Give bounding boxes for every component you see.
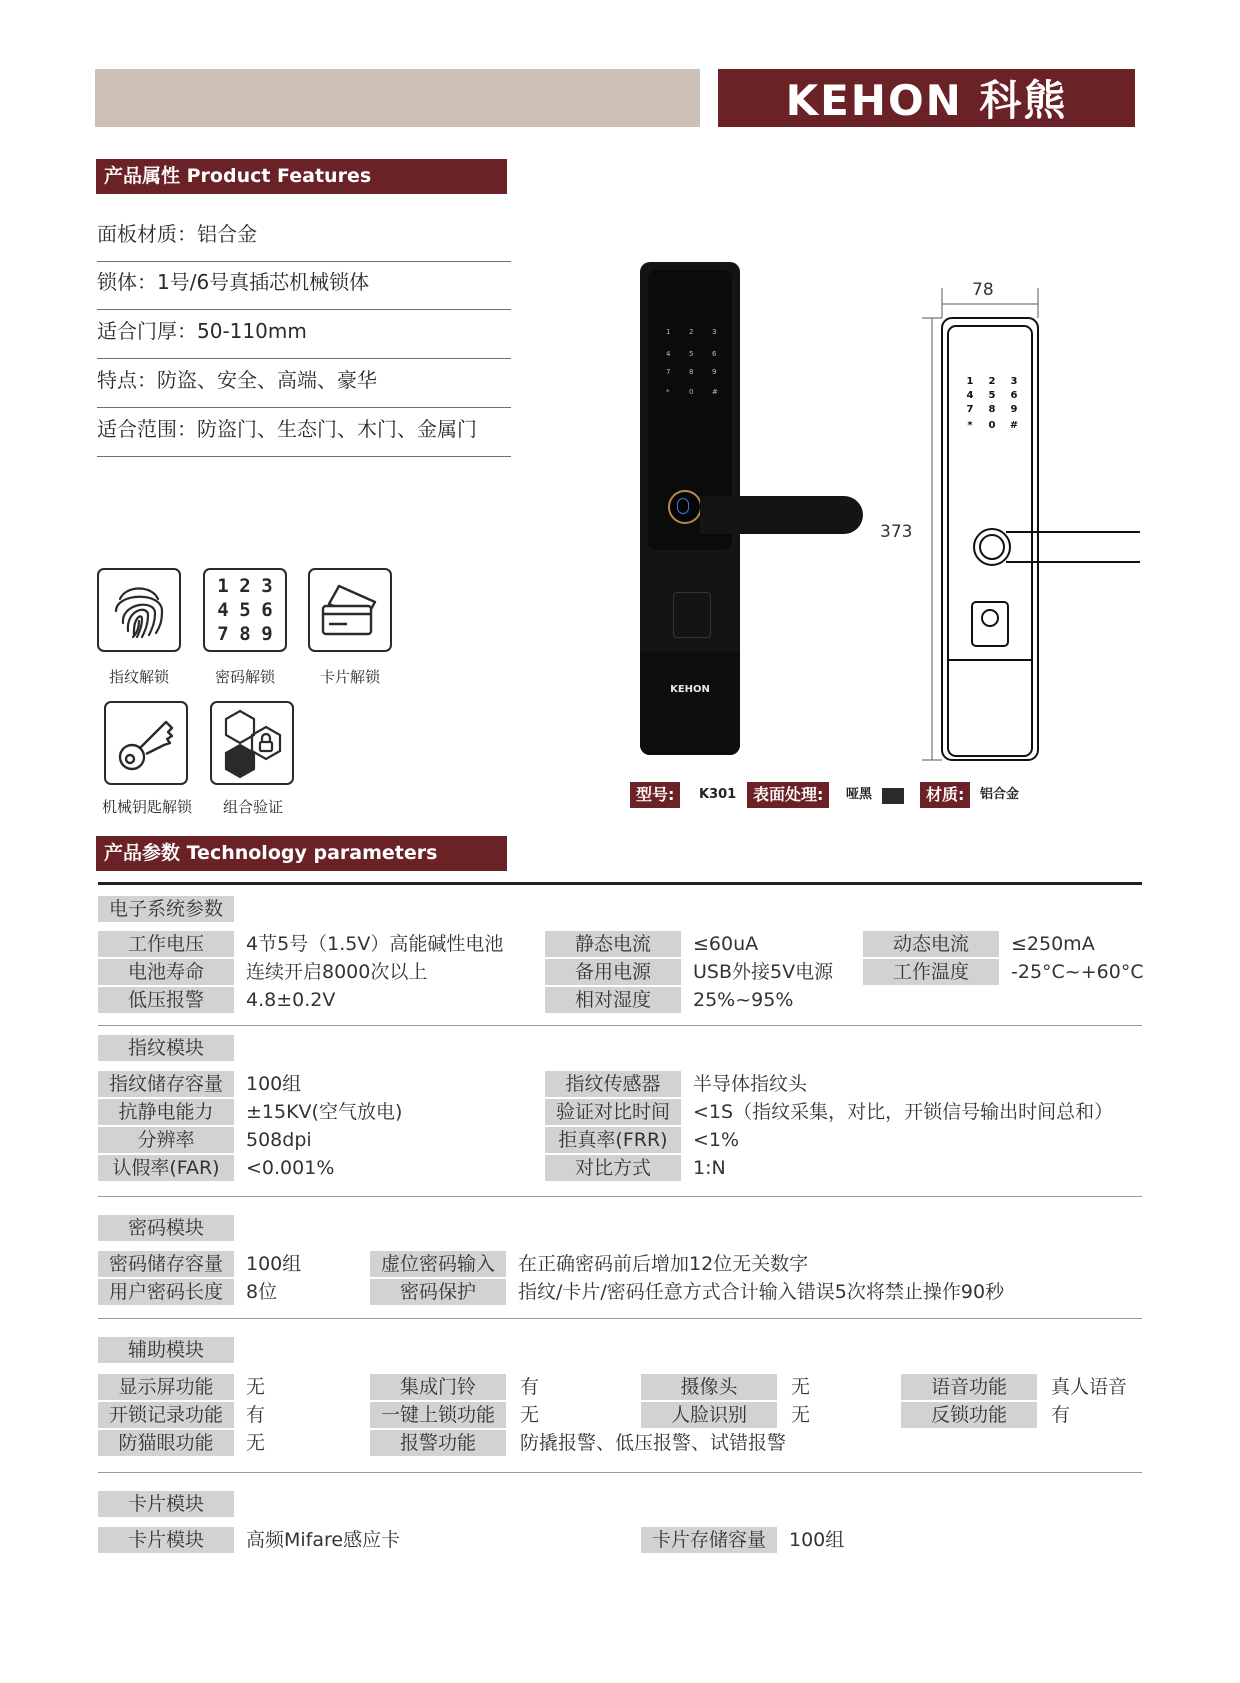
group-card: 卡片模块 <box>98 1491 234 1517</box>
svg-text:#: # <box>1009 420 1019 431</box>
param-label: 认假率(FAR) <box>98 1155 234 1181</box>
key-label: 机械钥匙解锁 <box>101 798 192 816</box>
feature-item: 适合范围：防盗门、生态门、木门、金属门 <box>97 409 511 457</box>
brand-banner <box>718 69 1135 127</box>
param-value: 4.8±0.2V <box>246 989 336 1011</box>
lock-keypad-key: # <box>712 388 718 396</box>
param-label: 分辨率 <box>98 1127 234 1153</box>
group-fingerprint: 指纹模块 <box>98 1035 234 1061</box>
param-label: 对比方式 <box>545 1155 681 1181</box>
divider <box>98 882 1142 885</box>
param-label: 一键上锁功能 <box>370 1402 506 1428</box>
combo-label: 组合验证 <box>222 798 283 816</box>
param-label: 静态电流 <box>545 931 681 957</box>
param-value: ±15KV(空气放电) <box>246 1101 403 1123</box>
keypad-digit: 3 <box>261 575 273 597</box>
param-label: 低压报警 <box>98 987 234 1013</box>
group-password: 密码模块 <box>98 1215 234 1241</box>
svg-text:9: 9 <box>1010 404 1018 415</box>
param-value: 25%~95% <box>693 989 794 1011</box>
card-label: 卡片解锁 <box>319 668 380 686</box>
material-tag: 材质: <box>920 782 970 808</box>
param-value: 连续开启8000次以上 <box>246 961 428 983</box>
dimension-width: 78 <box>972 280 994 300</box>
param-label: 相对湿度 <box>545 987 681 1013</box>
svg-text:7: 7 <box>966 404 974 415</box>
dimension-height: 373 <box>880 522 913 542</box>
material-value: 铝合金 <box>980 787 1020 802</box>
param-label: 工作电压 <box>98 931 234 957</box>
feature-item: 特点：防盗、安全、高端、豪华 <box>97 360 511 408</box>
divider <box>98 1472 1142 1473</box>
key-icon <box>104 701 188 785</box>
param-value: 防撬报警、低压报警、试错报警 <box>520 1432 787 1454</box>
param-label: 拒真率(FRR) <box>545 1127 681 1153</box>
param-label: 反锁功能 <box>901 1402 1037 1428</box>
param-label: 指纹储存容量 <box>98 1071 234 1097</box>
keypad-digit: 9 <box>261 623 273 645</box>
lock-logo: KEHON <box>670 684 710 695</box>
keypad-digit: 6 <box>261 599 273 621</box>
param-label: 密码储存容量 <box>98 1251 234 1277</box>
param-label: 密码保护 <box>370 1279 506 1305</box>
param-label: 验证对比时间 <box>545 1099 681 1125</box>
lock-keypad-key: 1 <box>666 328 671 336</box>
param-value: 100组 <box>246 1073 302 1095</box>
param-value: 有 <box>246 1404 266 1426</box>
param-value: 无 <box>520 1404 540 1426</box>
keypad-digit: 8 <box>239 623 251 645</box>
param-label: 开锁记录功能 <box>98 1402 234 1428</box>
params-title: 产品参数 Technology parameters <box>96 836 507 871</box>
param-value: 半导体指纹头 <box>693 1073 808 1095</box>
lock-keypad-key: 8 <box>689 368 694 376</box>
param-value: 无 <box>246 1432 266 1454</box>
finish-value: 哑黑 <box>846 787 873 802</box>
model-value: K301 <box>699 787 737 802</box>
divider <box>98 1318 1142 1319</box>
param-label: 集成门铃 <box>370 1374 506 1400</box>
param-label: 卡片模块 <box>98 1527 234 1553</box>
divider <box>98 1025 1142 1026</box>
param-label: 备用电源 <box>545 959 681 985</box>
group-auxiliary: 辅助模块 <box>98 1337 234 1363</box>
svg-text:0: 0 <box>988 420 996 431</box>
param-label: 人脸识别 <box>641 1402 777 1428</box>
keypad-digit: 5 <box>239 599 251 621</box>
param-label: 卡片存储容量 <box>641 1527 777 1553</box>
header-bar-left <box>95 69 700 127</box>
lock-keypad-key: 6 <box>712 350 717 358</box>
lock-handle <box>700 496 863 534</box>
param-value: 真人语音 <box>1051 1376 1128 1398</box>
param-value: 8位 <box>246 1281 278 1303</box>
param-label: 用户密码长度 <box>98 1279 234 1305</box>
features-title: 产品属性 Product Features <box>96 159 507 194</box>
combo-verify-icon <box>210 701 294 785</box>
param-value: 有 <box>1051 1404 1071 1426</box>
param-value: ≤60uA <box>693 933 759 955</box>
param-value: 508dpi <box>246 1129 312 1151</box>
param-value: <1S（指纹采集，对比，开锁信号输出时间总和） <box>693 1101 1114 1123</box>
param-value: -25°C~+60°C <box>1011 961 1144 983</box>
param-label: 报警功能 <box>370 1430 506 1456</box>
param-value: 1:N <box>693 1157 726 1179</box>
param-value: 4节5号（1.5V）高能碱性电池 <box>246 933 504 955</box>
svg-text:3: 3 <box>1010 376 1018 387</box>
lock-keypad-key: 4 <box>666 350 671 358</box>
lock-outline-drawing <box>880 280 1140 770</box>
param-value: 在正确密码前后增加12位无关数字 <box>518 1253 809 1275</box>
svg-text:5: 5 <box>988 390 996 401</box>
group-electronic: 电子系统参数 <box>98 896 234 922</box>
finish-tag: 表面处理: <box>747 782 829 808</box>
param-value: <1% <box>693 1129 740 1151</box>
card-icon <box>308 568 392 652</box>
param-label: 工作温度 <box>863 959 999 985</box>
param-label: 防猫眼功能 <box>98 1430 234 1456</box>
param-label: 摄像头 <box>641 1374 777 1400</box>
param-label: 语音功能 <box>901 1374 1037 1400</box>
lock-keypad-key: 5 <box>689 350 694 358</box>
finish-swatch <box>882 788 904 804</box>
divider <box>98 1196 1142 1197</box>
param-label: 动态电流 <box>863 931 999 957</box>
param-value: 无 <box>791 1376 811 1398</box>
feature-item: 面板材质：铝合金 <box>97 214 511 262</box>
keypad-digit: 2 <box>239 575 251 597</box>
keypad-digit: 7 <box>217 623 229 645</box>
param-value: USB外接5V电源 <box>693 961 834 983</box>
param-value: 无 <box>246 1376 266 1398</box>
feature-item: 适合门厚：50-110mm <box>97 311 511 359</box>
svg-text:8: 8 <box>988 404 996 415</box>
svg-text:*: * <box>967 420 973 431</box>
param-label: 指纹传感器 <box>545 1071 681 1097</box>
param-label: 显示屏功能 <box>98 1374 234 1400</box>
model-tag: 型号: <box>630 782 680 808</box>
param-label: 虚位密码输入 <box>370 1251 506 1277</box>
fingerprint-label: 指纹解锁 <box>108 668 169 686</box>
param-value: 指纹/卡片/密码任意方式合计输入错误5次将禁止操作90秒 <box>518 1281 1005 1303</box>
param-value: 无 <box>791 1404 811 1426</box>
lock-keypad-key: 7 <box>666 368 671 376</box>
password-label: 密码解锁 <box>214 668 275 686</box>
param-value: 有 <box>520 1376 540 1398</box>
param-value: 100组 <box>246 1253 302 1275</box>
lock-keypad-key: 3 <box>712 328 717 336</box>
keypad-icon <box>203 568 287 652</box>
svg-text:1: 1 <box>966 376 974 387</box>
param-label: 电池寿命 <box>98 959 234 985</box>
param-value: <0.001% <box>246 1157 335 1179</box>
feature-item: 锁体：1号/6号真插芯机械锁体 <box>97 262 511 310</box>
keypad-digit: 1 <box>217 575 229 597</box>
keypad-digit: 4 <box>217 599 229 621</box>
svg-text:4: 4 <box>966 390 974 401</box>
lock-keypad-key: 9 <box>712 368 717 376</box>
brand-logo-text: KEHON 科熊 <box>785 76 1068 125</box>
lock-keypad-key: * <box>666 388 670 396</box>
param-label: 抗静电能力 <box>98 1099 234 1125</box>
lock-keypad-key: 2 <box>689 328 694 336</box>
fingerprint-icon <box>97 568 181 652</box>
param-value: 高频Mifare感应卡 <box>246 1529 401 1551</box>
lock-keypad-key: 0 <box>689 388 694 396</box>
param-value: ≤250mA <box>1011 933 1095 955</box>
svg-text:2: 2 <box>988 376 996 387</box>
svg-text:6: 6 <box>1010 390 1018 401</box>
param-value: 100组 <box>789 1529 845 1551</box>
